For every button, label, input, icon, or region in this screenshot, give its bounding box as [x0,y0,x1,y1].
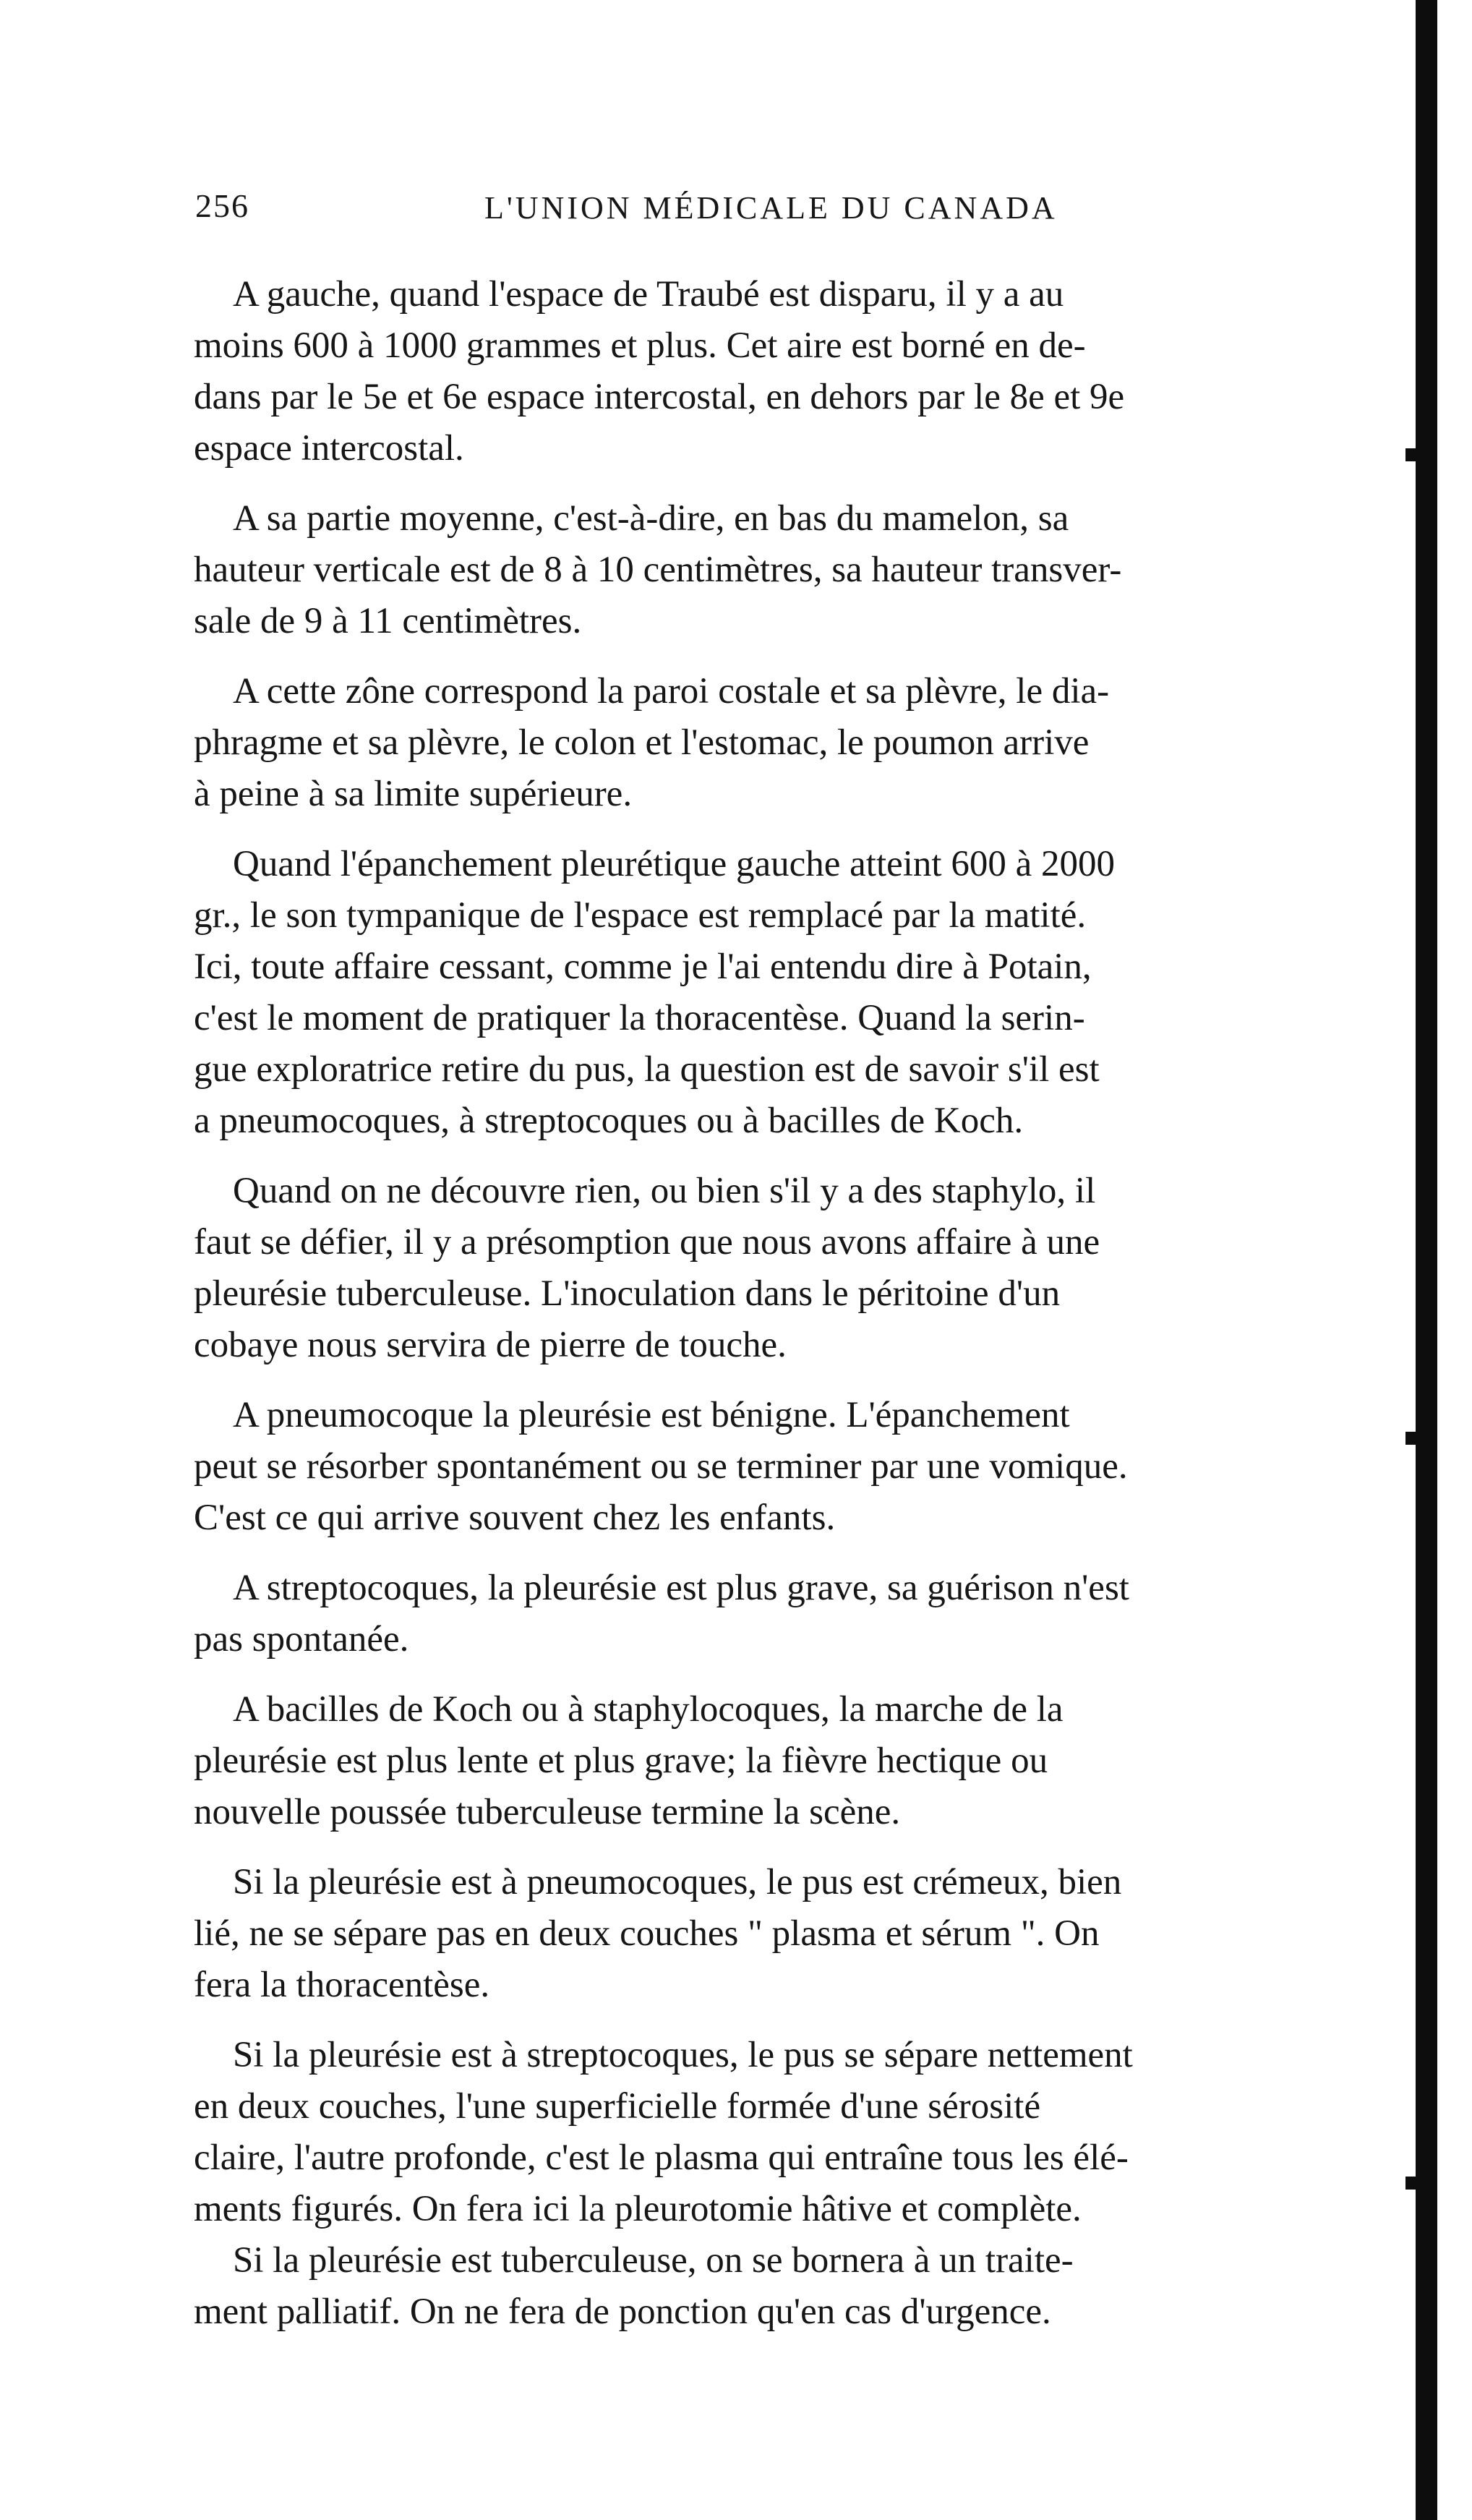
text-line: hauteur verticale est de 8 à 10 centimètres, sa hauteur transver- [194,550,1122,590]
text-line: claire, l'autre profonde, c'est le plasma qui entraîne tous les élé- [194,2137,1129,2178]
text-line: peut se résorber spontanément ou se terminer par une vomique. [194,1446,1128,1487]
text-line: A sa partie moyenne, c'est-à-dire, en bas du mamelon, sa [233,498,1069,539]
text-line: faut se défier, il y a présomption que nous avons affaire à une [194,1222,1100,1263]
text-line: Quand on ne découvre rien, ou bien s'il y a des staphylo, il [233,1171,1096,1211]
text-line: cobaye nous servira de pierre de touche. [194,1325,787,1365]
text-line: A streptocoques, la pleurésie est plus grave, sa guérison n'est [233,1568,1129,1608]
text-line: Si la pleurésie est tuberculeuse, on se bornera à un traite- [233,2240,1074,2281]
text-line: phragme et sa plèvre, le colon et l'estomac, le poumon arrive [194,722,1090,763]
body-text [194,269,1351,2338]
text-line: Ici, toute affaire cessant, comme je l'ai entendu dire à Potain, [194,947,1092,987]
text-line: moins 600 à 1000 grammes et plus. Cet aire est borné en de- [194,325,1086,366]
text-line: fera la thoracentèse. [194,1965,490,2005]
text-line: ment palliatif. On ne fera de ponction qu'en cas d'urgence. [194,2292,1051,2332]
text-line: espace intercostal. [194,428,464,469]
text-line: Si la pleurésie est à pneumocoques, le pus est crémeux, bien [233,1862,1122,1902]
text-line: dans par le 5e et 6e espace intercostal, en dehors par le 8e et 9e [194,377,1125,417]
text-line: A cette zône correspond la paroi costale et sa plèvre, le dia- [233,671,1110,712]
text-line: pleurésie tuberculeuse. L'inoculation dans le péritoine d'un [194,1273,1061,1314]
text-line: sale de 9 à 11 centimètres. [194,601,582,641]
text-line: en deux couches, l'une superficielle formée d'une sérosité [194,2086,1041,2127]
page-edge-shadow [1416,0,1437,2520]
text-line: c'est le moment de pratiquer la thoracentèse. Quand la serin- [194,998,1085,1038]
text-line: pas spontanée. [194,1619,409,1660]
text-line: nouvelle poussée tuberculeuse termine la scène. [194,1792,901,1832]
text-line: gr., le son tympanique de l'espace est remplacé par la matité. [194,895,1087,936]
text-line: C'est ce qui arrive souvent chez les enfants. [194,1498,836,1538]
text-line: A bacilles de Koch ou à staphylocoques, la marche de la [233,1689,1064,1730]
text-line: Si la pleurésie est à streptocoques, le pus se sépare nettement [233,2035,1133,2075]
page-edge-mark [1405,448,1417,461]
text-line: lié, ne se sépare pas en deux couches " plasma et sérum ". On [194,1913,1100,1954]
text-line: gue exploratrice retire du pus, la question est de savoir s'il est [194,1049,1100,1090]
text-line: A gauche, quand l'espace de Traubé est disparu, il y a au [233,274,1064,315]
text-line: pleurésie est plus lente et plus grave; la fièvre hectique ou [194,1740,1048,1781]
text-line: a pneumocoques, à streptocoques ou à bacilles de Koch. [194,1101,1024,1141]
running-title: L'UNION MÉDICALE DU CANADA [484,190,1058,226]
page-number: 256 [195,187,249,224]
text-line: Quand l'épanchement pleurétique gauche atteint 600 à 2000 [233,844,1115,884]
text-line: A pneumocoque la pleurésie est bénigne. L'épanchement [233,1395,1070,1435]
page-edge-mark [1405,1432,1417,1445]
text-line: à peine à sa limite supérieure. [194,774,633,814]
page-edge-mark [1405,2177,1417,2190]
text-line: ments figurés. On fera ici la pleurotomie hâtive et complète. [194,2189,1082,2229]
page-header [195,187,1084,233]
